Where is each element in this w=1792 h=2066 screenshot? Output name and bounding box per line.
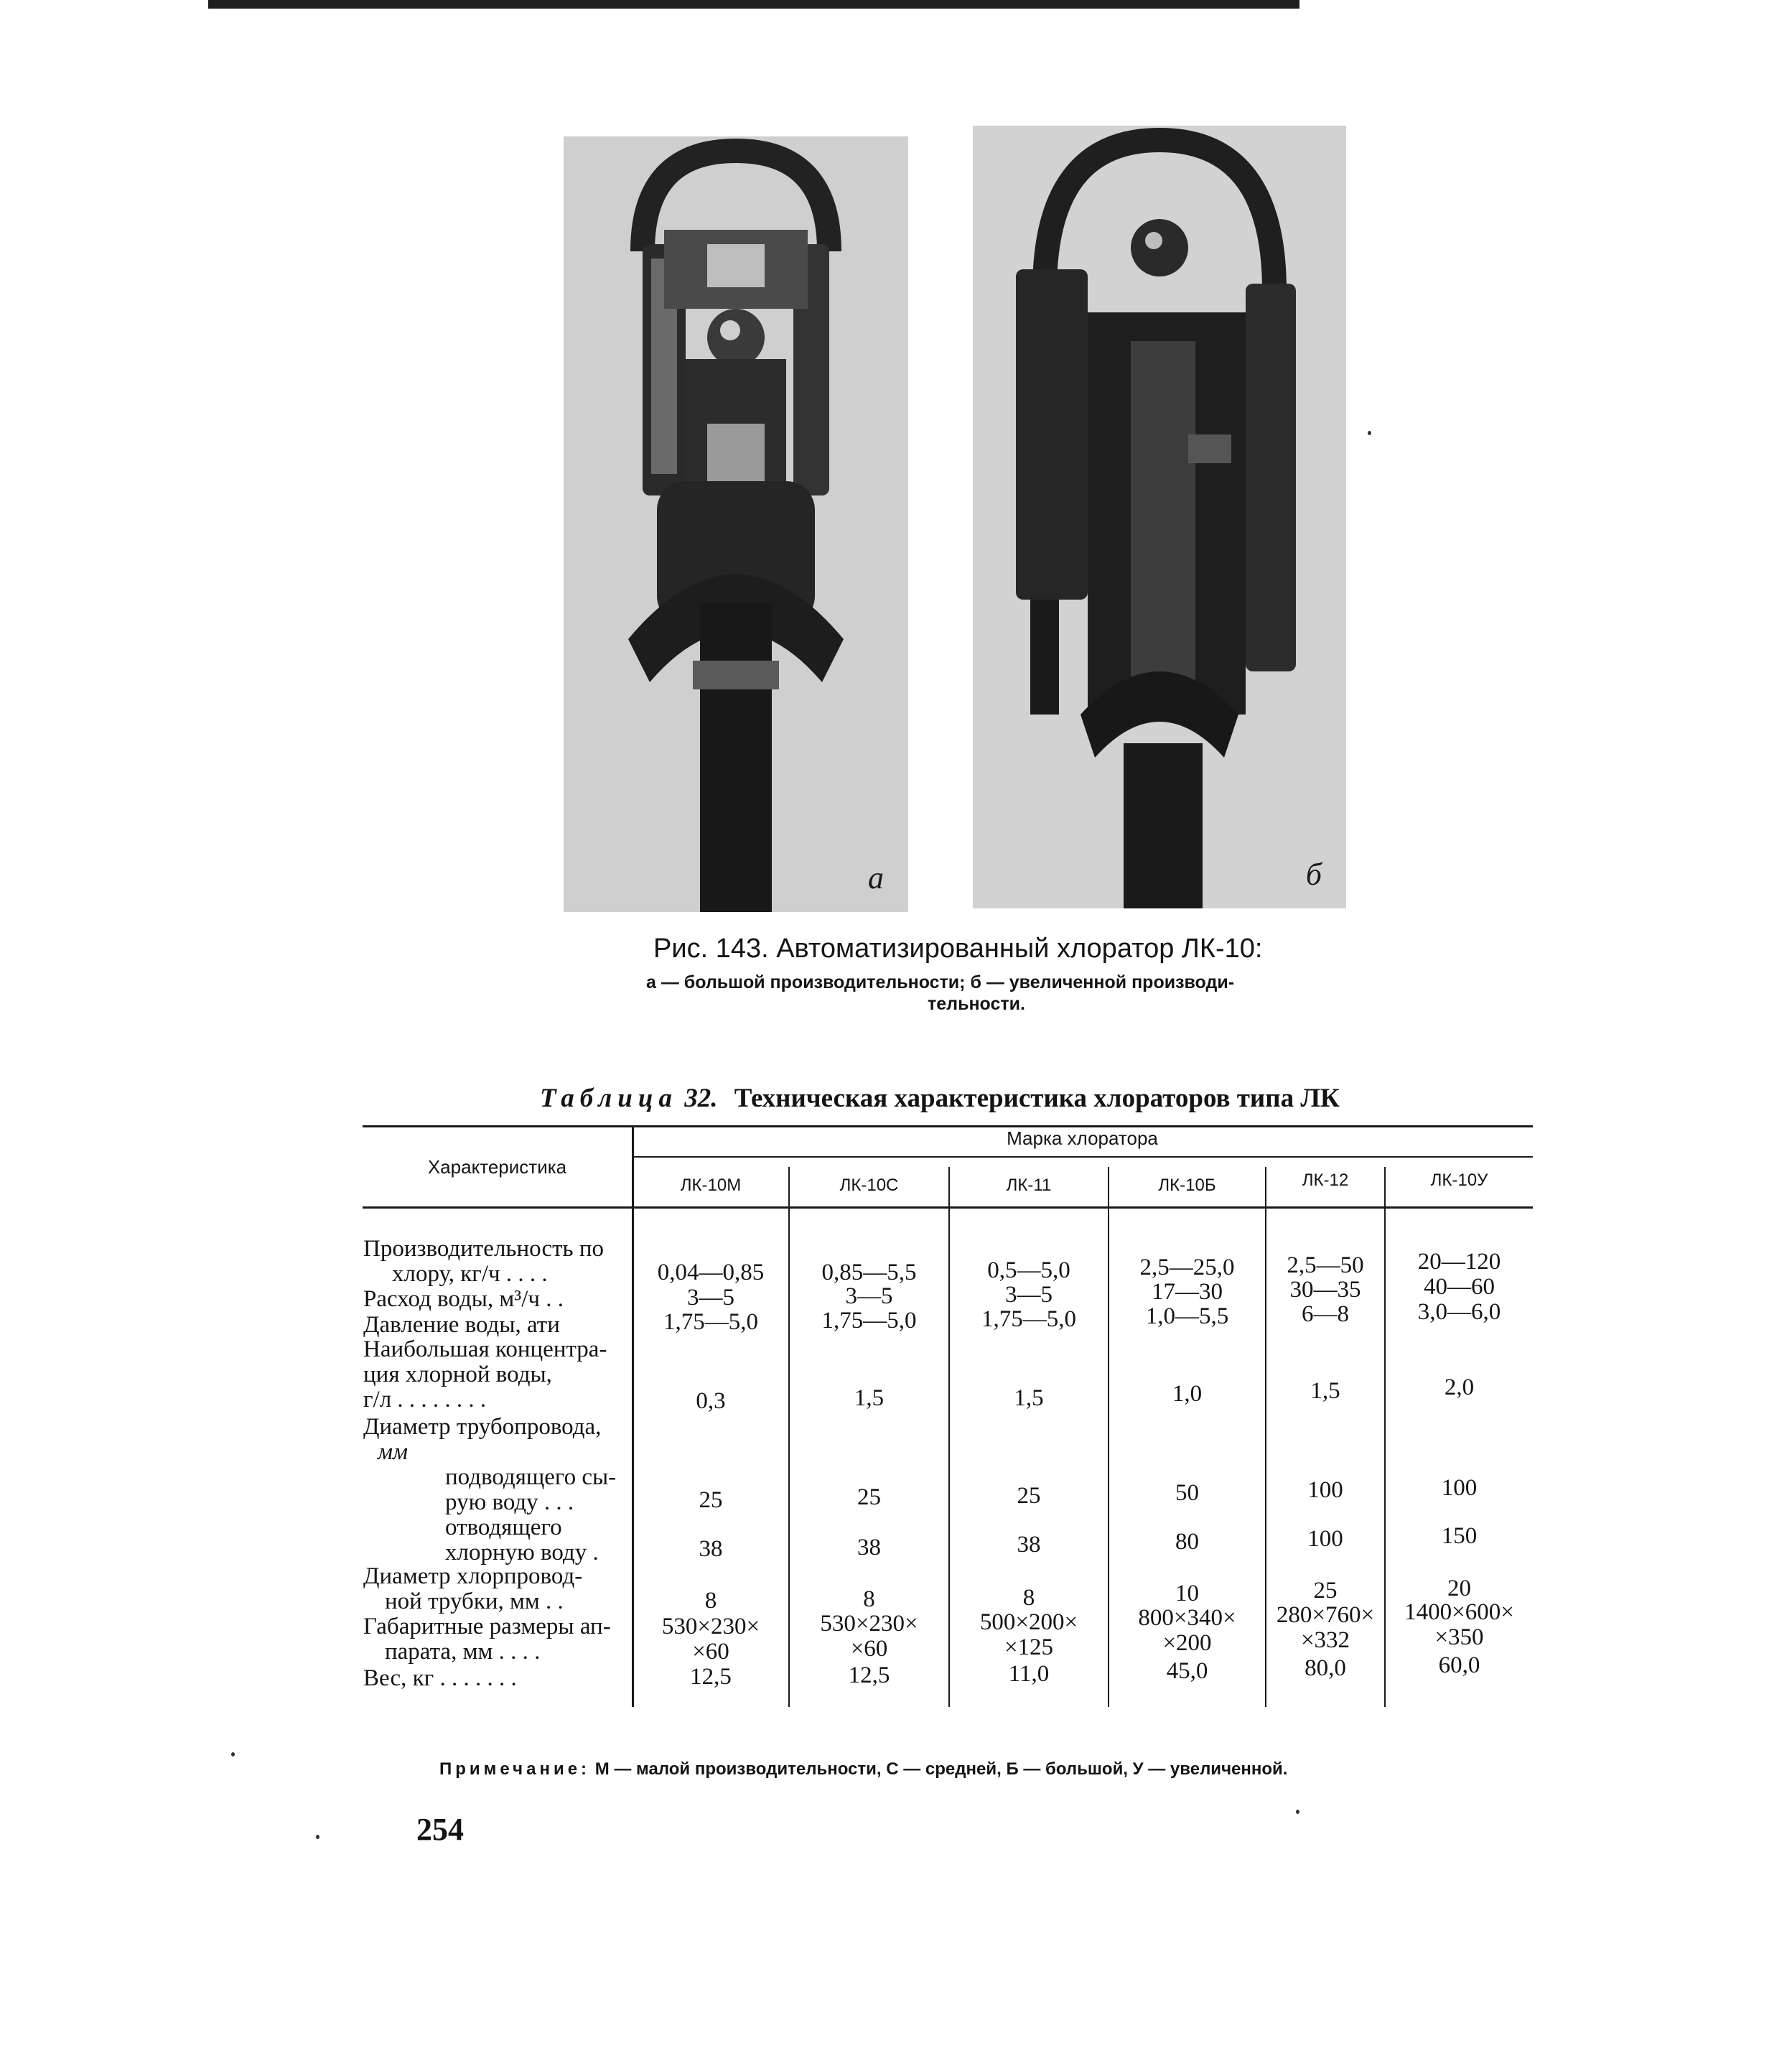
cell-inlet-lk-10u: 100 (1441, 1475, 1478, 1501)
cell-pressure-lk-10m: 1,75—5,0 (663, 1309, 758, 1335)
cell-concentration-lk-11: 1,5 (1014, 1385, 1044, 1411)
cell-tube-lk-10s: 8 (863, 1586, 875, 1612)
cell-inlet-lk-12: 100 (1307, 1477, 1343, 1503)
photo-chlorinator-a (564, 136, 908, 912)
header-characteristic: Характеристика (427, 1156, 567, 1178)
cell-outlet-lk-10m: 38 (699, 1536, 723, 1562)
table-title-text: Техническая характеристика хлораторов типа ЛК (734, 1084, 1340, 1113)
header-model-group: Марка хлоратора (1007, 1127, 1158, 1149)
cell-weight-lk-10m: 12,5 (690, 1664, 732, 1690)
page-number: 254 (416, 1812, 464, 1847)
table-title (540, 1083, 1340, 1114)
figure-caption (646, 934, 1307, 1015)
table-group-rule (632, 1156, 1533, 1158)
cell-inlet-lk-10s: 25 (857, 1484, 881, 1510)
cell-outlet-lk-11: 38 (1017, 1532, 1041, 1558)
column-header-lk-10u: ЛК-10У (1430, 1171, 1488, 1190)
column-header-lk-12: ЛК-12 (1302, 1171, 1349, 1190)
column-header-lk-11: ЛК-11 (1006, 1176, 1052, 1195)
cell-pressure-lk-10s: 1,75—5,0 (821, 1308, 917, 1334)
cell-outlet-lk-12: 100 (1307, 1526, 1343, 1552)
cell-water-flow-lk-10u: 40—60 (1424, 1274, 1495, 1300)
cell-capacity-lk-10b: 2,5—25,0 (1139, 1255, 1235, 1280)
scan-speck (231, 1752, 235, 1756)
cell-pressure-lk-10b: 1,0—5,5 (1145, 1303, 1229, 1329)
row-label-pipe-diameter: Диаметр трубопровода, мм (363, 1414, 602, 1465)
table-title-lead: Таблица (540, 1084, 678, 1113)
cell-outlet-lk-10b: 80 (1175, 1529, 1199, 1555)
cell-tube-lk-10m: 8 (704, 1588, 717, 1614)
scan-top-edge (208, 0, 1299, 9)
cell-pressure-lk-12: 6—8 (1302, 1301, 1349, 1327)
row-label-water-pressure: Давление воды, ати (363, 1312, 560, 1338)
photo-letter-a: а (868, 860, 884, 895)
cell-tube-lk-12: 25 (1313, 1578, 1338, 1604)
photo-chlorinator-b (973, 126, 1346, 908)
cell-dimensions-lk-10b: 800×340× ×200 (1138, 1605, 1236, 1656)
cell-concentration-lk-10u: 2,0 (1444, 1374, 1475, 1400)
cell-water-flow-lk-10m: 3—5 (687, 1285, 734, 1311)
cell-weight-lk-10b: 45,0 (1166, 1658, 1208, 1684)
cell-water-flow-lk-10s: 3—5 (845, 1283, 893, 1309)
table-header-bottom-rule (363, 1206, 1533, 1209)
cell-tube-lk-10b: 10 (1175, 1581, 1199, 1606)
cell-concentration-lk-10s: 1,5 (854, 1385, 885, 1411)
cell-dimensions-lk-10s: 530×230× ×60 (820, 1611, 918, 1662)
row-label-overall-dimensions: Габаритные размеры ап- парата, мм . . . . (363, 1614, 611, 1665)
cell-inlet-lk-10m: 25 (699, 1487, 723, 1513)
table-note (439, 1759, 1287, 1779)
cell-weight-lk-10u: 60,0 (1438, 1652, 1480, 1678)
cell-inlet-lk-10b: 50 (1175, 1480, 1199, 1506)
row-label-chlorine-tube-diameter: Диаметр хлорпровод- ной трубки, мм . . (363, 1563, 583, 1614)
cell-dimensions-lk-12: 280×760× ×332 (1276, 1602, 1375, 1653)
photo-letter-b: б (1305, 857, 1322, 892)
cell-weight-lk-12: 80,0 (1305, 1655, 1346, 1681)
scan-speck (316, 1835, 319, 1839)
cell-water-flow-lk-12: 30—35 (1289, 1277, 1361, 1303)
cell-concentration-lk-12: 1,5 (1310, 1378, 1340, 1404)
note-text: М — малой производительности, С — средней, Б — большой, У — увеличенной. (594, 1759, 1288, 1779)
row-label-water-flow: Расход воды, м³/ч . . (363, 1286, 564, 1312)
figure-subtitle-line-2: тельности. (928, 994, 1025, 1014)
row-label-chlorine-capacity: Производительность по хлору, кг/ч . . . . (363, 1236, 604, 1287)
cell-capacity-lk-10m: 0,04—0,85 (657, 1260, 765, 1285)
column-header-lk-10m: ЛК-10М (680, 1176, 742, 1195)
cell-weight-lk-10s: 12,5 (848, 1662, 890, 1688)
cell-weight-lk-11: 11,0 (1008, 1661, 1050, 1687)
cell-pressure-lk-10u: 3,0—6,0 (1417, 1299, 1501, 1325)
figure-subtitle (646, 972, 1307, 1015)
scan-speck (1368, 431, 1371, 435)
cell-capacity-lk-10u: 20—120 (1417, 1249, 1501, 1275)
cell-tube-lk-11: 8 (1022, 1585, 1035, 1611)
cell-dimensions-lk-11: 500×200× ×125 (979, 1609, 1078, 1660)
cell-tube-lk-10u: 20 (1447, 1576, 1471, 1601)
note-lead: Примечание: (439, 1759, 591, 1779)
figure-title: Рис. 143. Автоматизированный хлоратор ЛК-10: (653, 934, 1263, 964)
row-label-weight: Вес, кг . . . . . . . (363, 1665, 517, 1691)
cell-inlet-lk-11: 25 (1017, 1483, 1041, 1509)
cell-dimensions-lk-10m: 530×230× ×60 (661, 1614, 760, 1665)
cell-outlet-lk-10s: 38 (857, 1535, 881, 1560)
cell-water-flow-lk-10b: 17—30 (1152, 1279, 1223, 1305)
cell-capacity-lk-10s: 0,85—5,5 (821, 1260, 917, 1285)
table-title-number: 32. (684, 1084, 718, 1113)
cell-dimensions-lk-10u: 1400×600× ×350 (1404, 1599, 1514, 1650)
cell-capacity-lk-12: 2,5—50 (1287, 1252, 1364, 1278)
row-label-max-concentration: Наибольшая концентра- ция хлорной воды, г/л . . . . . . . . (363, 1336, 607, 1413)
column-header-lk-10s: ЛК-10С (839, 1176, 899, 1195)
cell-concentration-lk-10m: 0,3 (696, 1388, 726, 1414)
cell-water-flow-lk-11: 3—5 (1005, 1282, 1053, 1308)
figure-subtitle-line-1: а — большой производительности; б — увеличенной производи- (646, 972, 1235, 992)
row-label-outlet-chlorine-water: отводящего хлорную воду . (445, 1514, 599, 1565)
row-label-inlet-raw-water: подводящего сы- рую воду . . . (445, 1464, 617, 1515)
cell-outlet-lk-10u: 150 (1441, 1523, 1478, 1549)
cell-pressure-lk-11: 1,75—5,0 (981, 1306, 1076, 1332)
column-header-lk-10b: ЛК-10Б (1158, 1176, 1216, 1195)
scan-speck (1296, 1810, 1299, 1814)
cell-capacity-lk-11: 0,5—5,0 (987, 1257, 1070, 1283)
cell-concentration-lk-10b: 1,0 (1172, 1381, 1203, 1407)
